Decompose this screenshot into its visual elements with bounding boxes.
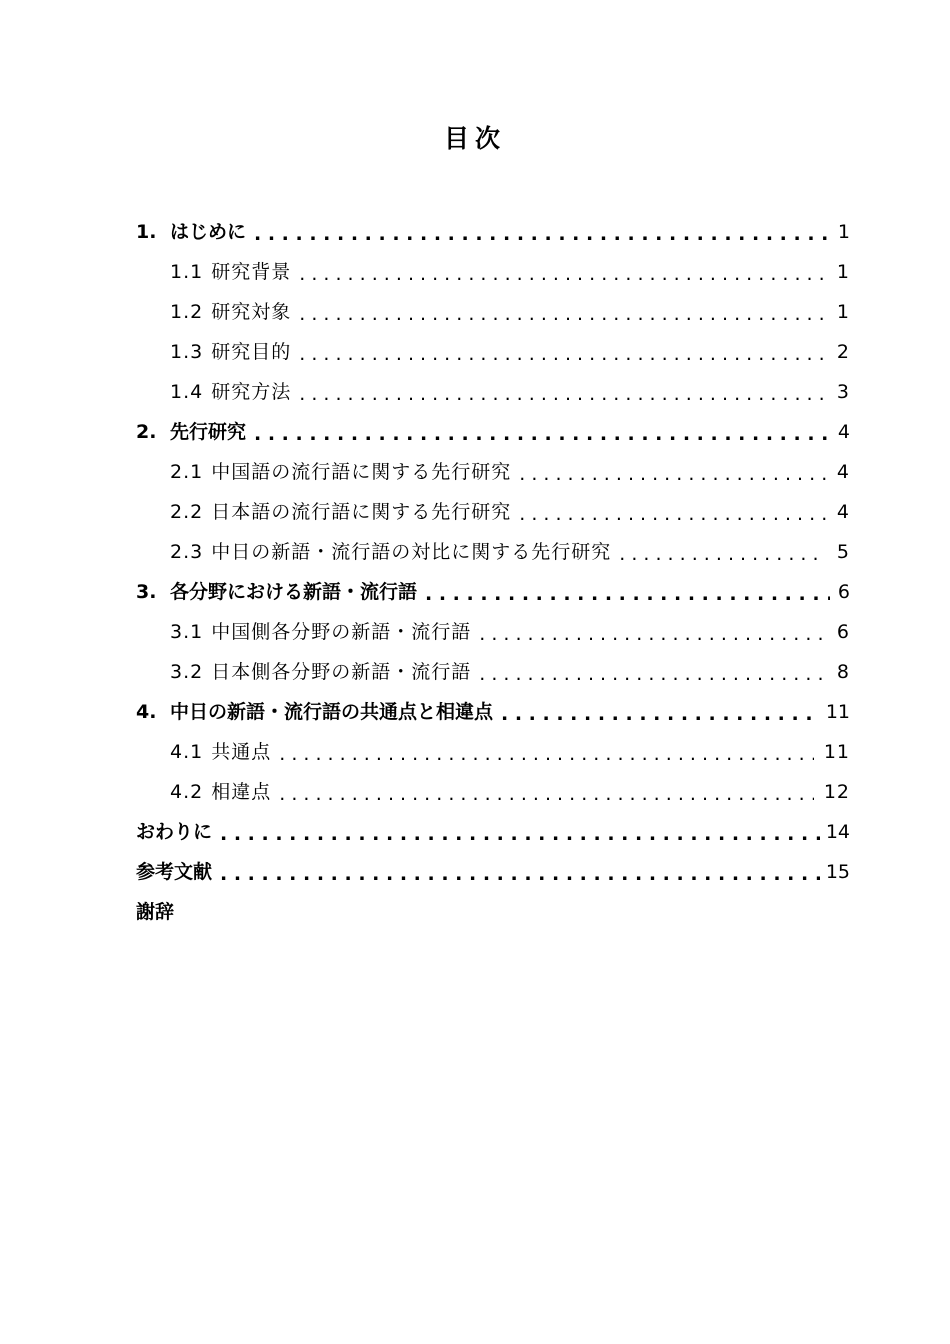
toc-entry-label: 中日の新語・流行語の共通点と相違点	[170, 701, 494, 723]
toc-entry-label: 研究方法	[211, 381, 292, 403]
toc-entry-section[interactable]	[0, 772, 950, 812]
toc-entry-page-number: 1	[836, 301, 850, 323]
toc-entry-number: 2.1	[170, 461, 204, 483]
toc-entry-page-number: 4	[837, 421, 850, 443]
toc-entry-label: 中日の新語・流行語の対比に関する先行研究	[211, 541, 612, 563]
toc-entry-label: はじめに	[170, 221, 247, 243]
toc-entry-number: 1.	[136, 221, 157, 243]
toc-entry-page-number: 1	[836, 261, 850, 283]
toc-entry-chapter[interactable]	[0, 692, 950, 732]
toc-entry-chapter[interactable]	[0, 412, 950, 452]
toc-dot-leader	[425, 582, 830, 606]
toc-entry-page-number: 1	[837, 221, 850, 243]
toc-entry-page-number: 14	[825, 821, 850, 843]
toc-dot-leader	[619, 542, 826, 566]
toc-entry-label: 研究背景	[211, 261, 292, 283]
toc-dot-leader	[254, 222, 830, 246]
toc-entry-page-number: 3	[836, 381, 850, 403]
toc-entry-number: 2.2	[170, 501, 204, 523]
toc-entry-section[interactable]	[0, 452, 950, 492]
toc-entry-label: 中国側各分野の新語・流行語	[211, 621, 472, 643]
toc-entry-chapter[interactable]	[0, 812, 950, 852]
toc-dot-leader	[299, 342, 826, 366]
toc-entry-page-number: 11	[823, 741, 850, 763]
toc-entry-label: 研究目的	[211, 341, 292, 363]
toc-entry-label: 相違点	[211, 781, 272, 803]
toc-entry-page-number: 4	[836, 461, 850, 483]
toc-title: 目次	[443, 124, 506, 153]
toc-entry-number: 3.2	[170, 661, 204, 683]
toc-entry-number: 1.2	[170, 301, 204, 323]
toc-entry-chapter[interactable]	[0, 572, 950, 612]
toc-dot-leader	[279, 742, 814, 766]
toc-entry-number: 4.2	[170, 781, 204, 803]
toc-entry-label: 先行研究	[170, 421, 247, 443]
toc-entry-section[interactable]	[0, 332, 950, 372]
toc-entry-label: 共通点	[211, 741, 272, 763]
toc-entry-label: 日本語の流行語に関する先行研究	[211, 501, 512, 523]
toc-dot-leader	[220, 862, 820, 886]
toc-dot-leader	[220, 822, 820, 846]
toc-entry-number: 1.1	[170, 261, 204, 283]
toc-entry-number: 4.	[136, 701, 157, 723]
toc-entry-section[interactable]	[0, 652, 950, 692]
toc-entry-label: 各分野における新語・流行語	[170, 581, 418, 603]
toc-entry-section[interactable]	[0, 732, 950, 772]
toc-entry-label: 参考文献	[136, 861, 213, 883]
toc-entry-page-number: 11	[825, 701, 850, 723]
toc-entry-chapter[interactable]	[0, 852, 950, 892]
toc-dot-leader	[501, 702, 820, 726]
toc-entry-page-number: 6	[837, 581, 850, 603]
toc-entry-label: 研究対象	[211, 301, 292, 323]
toc-entry-page-number: 8	[836, 661, 850, 683]
toc-entry-chapter[interactable]	[0, 892, 950, 932]
toc-entry-section[interactable]	[0, 492, 950, 532]
toc-entry-label: おわりに	[136, 821, 213, 843]
toc-entry-number: 1.4	[170, 381, 204, 403]
toc-entry-section[interactable]	[0, 292, 950, 332]
toc-dot-leader	[479, 662, 826, 686]
toc-entry-page-number: 12	[823, 781, 850, 803]
toc-entry-chapter[interactable]	[0, 212, 950, 252]
toc-entry-page-number: 2	[836, 341, 850, 363]
toc-entry-label: 日本側各分野の新語・流行語	[211, 661, 472, 683]
toc-entry-label: 謝辞	[136, 901, 175, 923]
toc-entry-number: 3.	[136, 581, 157, 603]
toc-entry-number: 1.3	[170, 341, 204, 363]
toc-dot-leader	[299, 262, 826, 286]
toc-dot-leader	[479, 622, 826, 646]
toc-entry-number: 4.1	[170, 741, 204, 763]
toc-entry-page-number: 15	[825, 861, 850, 883]
toc-entry-number: 3.1	[170, 621, 204, 643]
toc-dot-leader	[299, 302, 826, 326]
toc-entry-number: 2.3	[170, 541, 204, 563]
toc-entry-section[interactable]	[0, 612, 950, 652]
toc-entry-section[interactable]	[0, 252, 950, 292]
toc-entry-page-number: 5	[836, 541, 850, 563]
toc-dot-leader	[254, 422, 830, 446]
toc-dot-leader	[519, 502, 826, 526]
toc-entry-number: 2.	[136, 421, 157, 443]
toc-entry-page-number: 4	[836, 501, 850, 523]
toc-entry-page-number: 6	[836, 621, 850, 643]
toc-entry-label: 中国語の流行語に関する先行研究	[211, 461, 512, 483]
toc-dot-leader	[299, 382, 826, 406]
toc-entry-section[interactable]	[0, 532, 950, 572]
toc-dot-leader	[519, 462, 826, 486]
toc-entry-section[interactable]	[0, 372, 950, 412]
table-of-contents	[0, 212, 950, 932]
toc-dot-leader	[279, 782, 814, 806]
